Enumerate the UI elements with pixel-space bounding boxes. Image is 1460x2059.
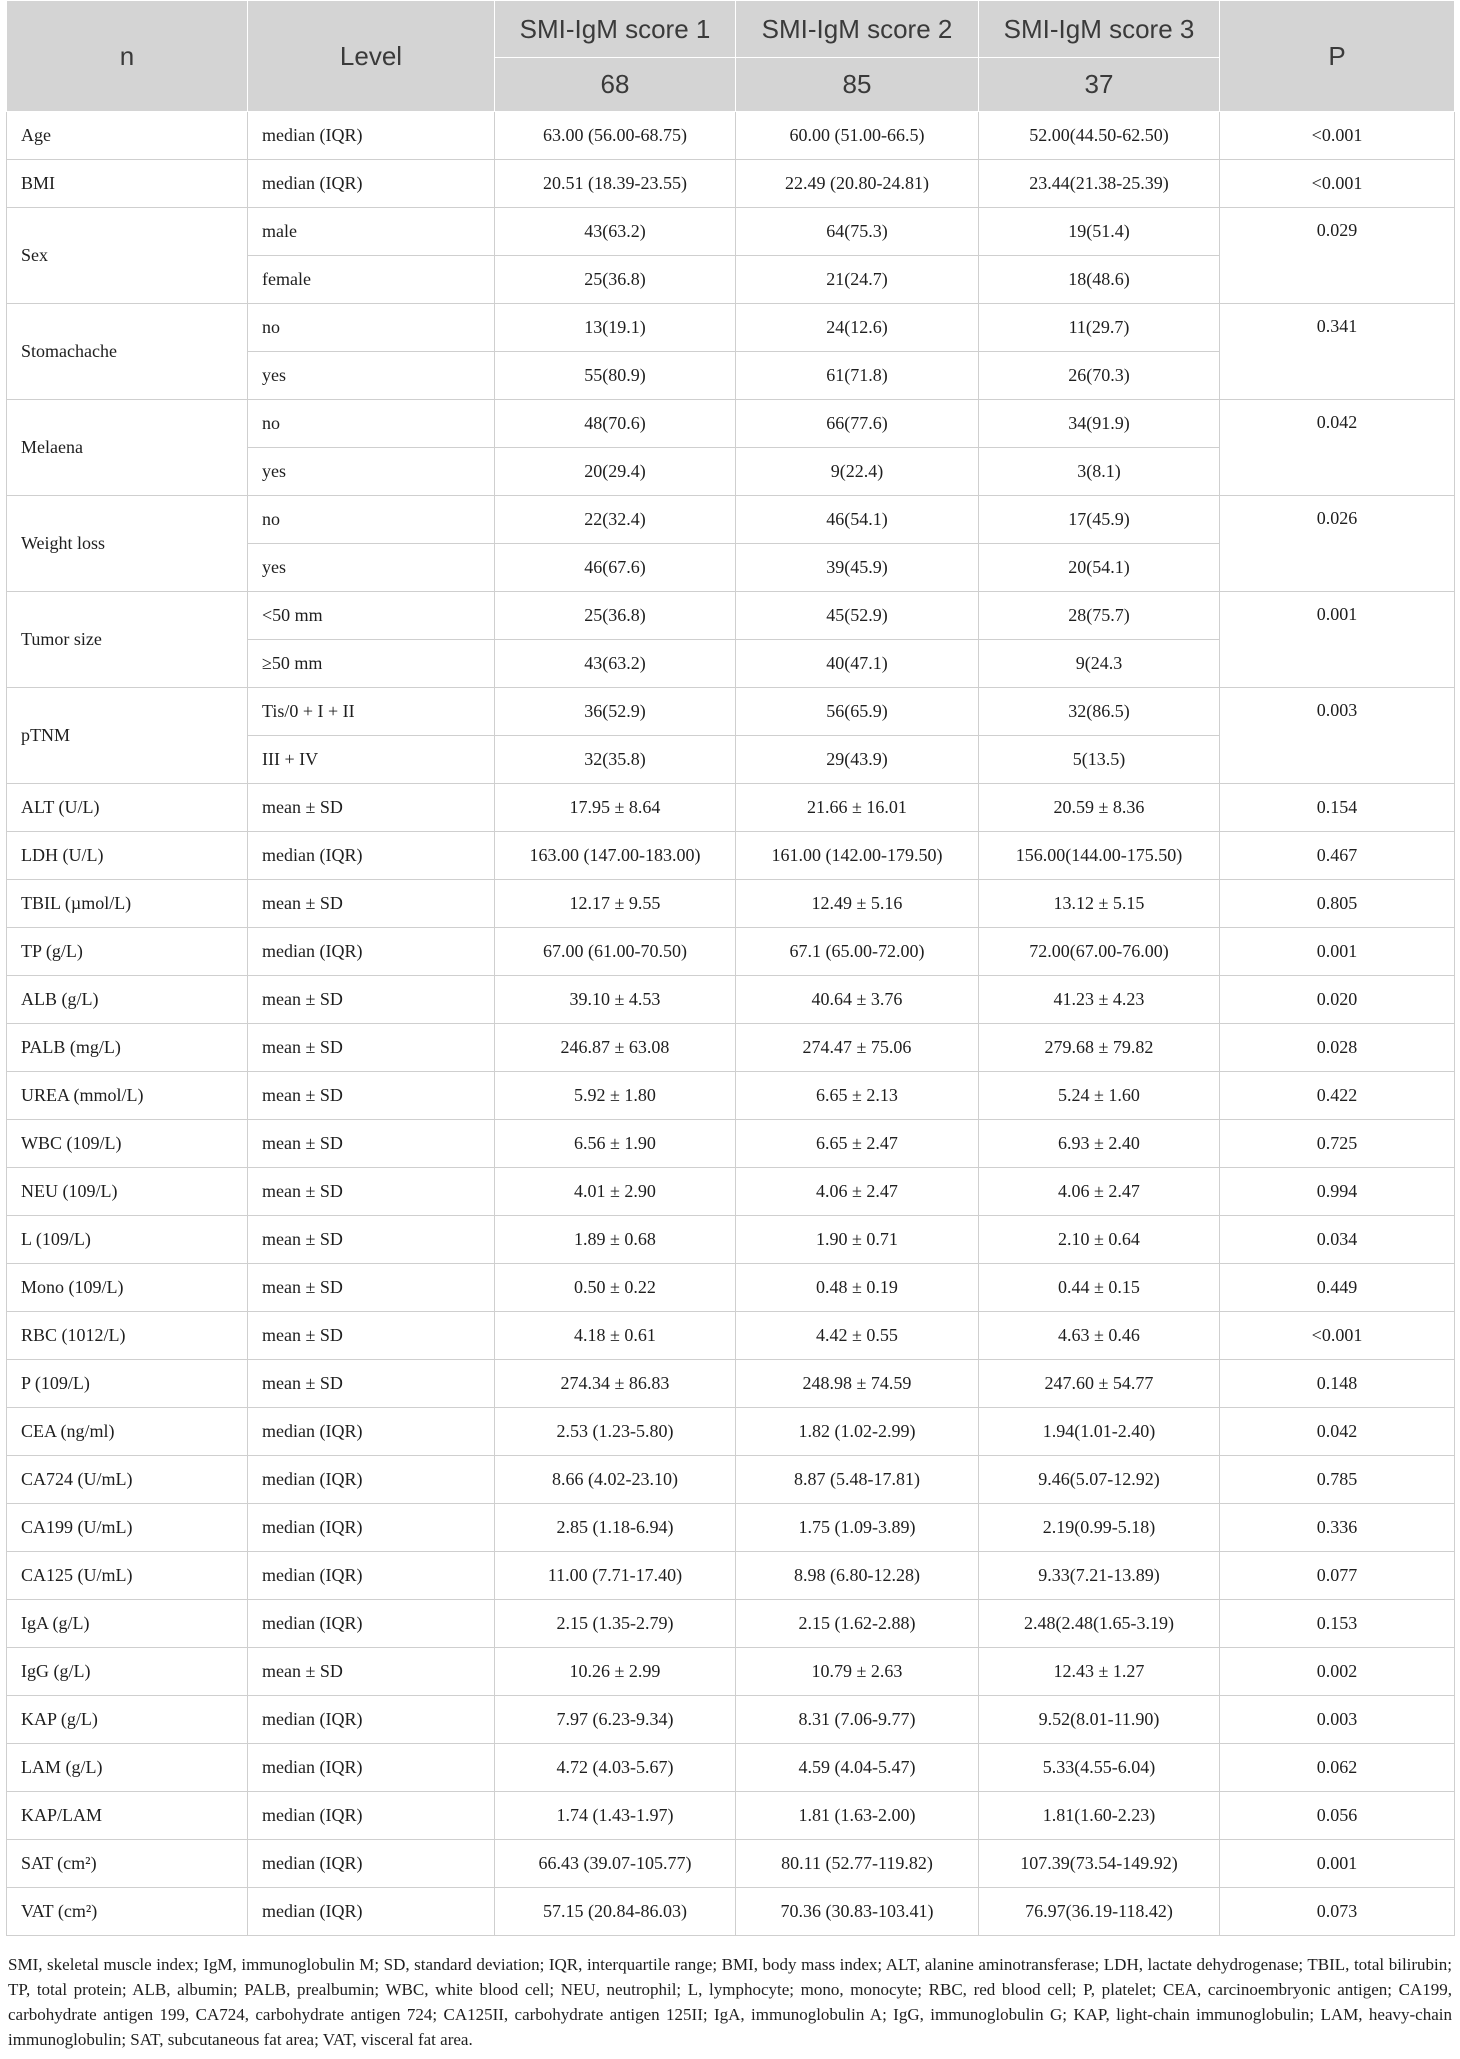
p-value-cell: 0.026 <box>1220 496 1455 592</box>
value-cell-group-1: 8.66 (4.02-23.10) <box>495 1456 736 1504</box>
value-cell-group-1: 36(52.9) <box>495 688 736 736</box>
value-cell-group-3: 20.59 ± 8.36 <box>979 784 1220 832</box>
table-row <box>7 880 1455 928</box>
value-cell-group-3: 26(70.3) <box>979 352 1220 400</box>
value-cell-group-1: 2.85 (1.18-6.94) <box>495 1504 736 1552</box>
table-row <box>7 1168 1455 1216</box>
variable-cell: CA125 (U/mL) <box>7 1552 248 1600</box>
table-header <box>7 1 1455 112</box>
variable-cell: PALB (mg/L) <box>7 1024 248 1072</box>
value-cell-group-1: 4.18 ± 0.61 <box>495 1312 736 1360</box>
p-value-cell: <0.001 <box>1220 160 1455 208</box>
value-cell-group-3: 23.44(21.38-25.39) <box>979 160 1220 208</box>
table-row <box>7 688 1455 736</box>
value-cell-group-2: 1.75 (1.09-3.89) <box>736 1504 979 1552</box>
value-cell-group-3: 9(24.3 <box>979 640 1220 688</box>
value-cell-group-2: 8.87 (5.48-17.81) <box>736 1456 979 1504</box>
variable-cell: ALT (U/L) <box>7 784 248 832</box>
value-cell-group-2: 6.65 ± 2.13 <box>736 1072 979 1120</box>
level-cell: no <box>248 496 495 544</box>
table-footnote: SMI, skeletal muscle index; IgM, immunoglobulin M; SD, standard deviation; IQR, interquartile range; BMI, body mass index; ALT, alanine aminotransferase; LDH, lactate dehydrogenase; TBIL, total bilirubin; TP, total protein; ALB, albumin; PALB, prealbumin; WBC, white blood cell; NEU, neutrophil; L, lymphocyte; mono, monocyte; RBC, red blood cell; P, platelet; CEA, carcinoembryonic antigen; CA199, carbohydrate antigen 199, CA724, carbohydrate antigen 724; CA125II, carbohydrate antigen 125II; IgA, immunoglobulin A; IgG, immunoglobulin G; KAP, light-chain immunoglobulin; LAM, heavy-chain immunoglobulin; SAT, subcutaneous fat area; VAT, visceral fat area. <box>8 1955 1452 2049</box>
value-cell-group-1: 11.00 (7.71-17.40) <box>495 1552 736 1600</box>
p-value-cell: 0.001 <box>1220 1840 1455 1888</box>
level-cell: mean ± SD <box>248 880 495 928</box>
p-value-cell: 0.062 <box>1220 1744 1455 1792</box>
variable-cell: LAM (g/L) <box>7 1744 248 1792</box>
level-cell: median (IQR) <box>248 1792 495 1840</box>
value-cell-group-2: 8.98 (6.80-12.28) <box>736 1552 979 1600</box>
variable-cell: CA199 (U/mL) <box>7 1504 248 1552</box>
p-value-cell: 0.002 <box>1220 1648 1455 1696</box>
level-cell: mean ± SD <box>248 1024 495 1072</box>
variable-cell: KAP (g/L) <box>7 1696 248 1744</box>
value-cell-group-2: 80.11 (52.77-119.82) <box>736 1840 979 1888</box>
level-cell: mean ± SD <box>248 1312 495 1360</box>
p-value-cell: 0.725 <box>1220 1120 1455 1168</box>
variable-cell: LDH (U/L) <box>7 832 248 880</box>
table-row <box>7 1360 1455 1408</box>
level-cell: mean ± SD <box>248 1072 495 1120</box>
value-cell-group-2: 1.81 (1.63-2.00) <box>736 1792 979 1840</box>
table-row <box>7 1744 1455 1792</box>
level-cell: median (IQR) <box>248 1888 495 1936</box>
value-cell-group-2: 248.98 ± 74.59 <box>736 1360 979 1408</box>
level-cell: mean ± SD <box>248 1360 495 1408</box>
p-value-cell: 0.341 <box>1220 304 1455 400</box>
value-cell-group-2: 29(43.9) <box>736 736 979 784</box>
value-cell-group-3: 4.63 ± 0.46 <box>979 1312 1220 1360</box>
value-cell-group-1: 20.51 (18.39-23.55) <box>495 160 736 208</box>
value-cell-group-1: 17.95 ± 8.64 <box>495 784 736 832</box>
value-cell-group-3: 18(48.6) <box>979 256 1220 304</box>
level-cell: male <box>248 208 495 256</box>
table-row <box>7 304 1455 352</box>
value-cell-group-2: 274.47 ± 75.06 <box>736 1024 979 1072</box>
level-cell: median (IQR) <box>248 928 495 976</box>
p-value-cell: 0.153 <box>1220 1600 1455 1648</box>
level-cell: mean ± SD <box>248 1264 495 1312</box>
value-cell-group-3: 2.19(0.99-5.18) <box>979 1504 1220 1552</box>
value-cell-group-1: 2.53 (1.23-5.80) <box>495 1408 736 1456</box>
value-cell-group-2: 64(75.3) <box>736 208 979 256</box>
level-cell: yes <box>248 448 495 496</box>
table-row <box>7 496 1455 544</box>
level-cell: III + IV <box>248 736 495 784</box>
value-cell-group-2: 39(45.9) <box>736 544 979 592</box>
level-cell: median (IQR) <box>248 1552 495 1600</box>
value-cell-group-2: 45(52.9) <box>736 592 979 640</box>
value-cell-group-3: 32(86.5) <box>979 688 1220 736</box>
value-cell-group-1: 1.74 (1.43-1.97) <box>495 1792 736 1840</box>
p-value-cell: <0.001 <box>1220 112 1455 160</box>
table-row <box>7 1840 1455 1888</box>
value-cell-group-1: 46(67.6) <box>495 544 736 592</box>
table-row <box>7 1264 1455 1312</box>
value-cell-group-2: 21.66 ± 16.01 <box>736 784 979 832</box>
table-row <box>7 1072 1455 1120</box>
level-cell: median (IQR) <box>248 832 495 880</box>
value-cell-group-2: 2.15 (1.62-2.88) <box>736 1600 979 1648</box>
table-row <box>7 1408 1455 1456</box>
header-group-2-n: 85 <box>736 58 979 112</box>
variable-cell: WBC (109/L) <box>7 1120 248 1168</box>
value-cell-group-3: 156.00(144.00-175.50) <box>979 832 1220 880</box>
variable-cell: KAP/LAM <box>7 1792 248 1840</box>
table-row <box>7 1120 1455 1168</box>
table-row <box>7 1312 1455 1360</box>
header-group-1-n: 68 <box>495 58 736 112</box>
table-row <box>7 1648 1455 1696</box>
variable-cell: ALB (g/L) <box>7 976 248 1024</box>
variable-cell: UREA (mmol/L) <box>7 1072 248 1120</box>
value-cell-group-1: 163.00 (147.00-183.00) <box>495 832 736 880</box>
table-row <box>7 1216 1455 1264</box>
value-cell-group-1: 6.56 ± 1.90 <box>495 1120 736 1168</box>
variable-cell: BMI <box>7 160 248 208</box>
level-cell: median (IQR) <box>248 1600 495 1648</box>
value-cell-group-2: 40(47.1) <box>736 640 979 688</box>
table-row <box>7 1552 1455 1600</box>
value-cell-group-2: 61(71.8) <box>736 352 979 400</box>
p-value-cell: 0.003 <box>1220 688 1455 784</box>
table-container <box>6 0 1454 1936</box>
p-value-cell: 0.785 <box>1220 1456 1455 1504</box>
variable-cell: CA724 (U/mL) <box>7 1456 248 1504</box>
header-group-1: SMI-IgM score 1 <box>495 1 736 58</box>
p-value-cell: 0.029 <box>1220 208 1455 304</box>
value-cell-group-3: 41.23 ± 4.23 <box>979 976 1220 1024</box>
value-cell-group-1: 2.15 (1.35-2.79) <box>495 1600 736 1648</box>
variable-cell: CEA (ng/ml) <box>7 1408 248 1456</box>
value-cell-group-2: 4.42 ± 0.55 <box>736 1312 979 1360</box>
variable-cell: VAT (cm²) <box>7 1888 248 1936</box>
p-value-cell: 0.077 <box>1220 1552 1455 1600</box>
p-value-cell: 0.154 <box>1220 784 1455 832</box>
value-cell-group-3: 5.24 ± 1.60 <box>979 1072 1220 1120</box>
variable-cell: TBIL (µmol/L) <box>7 880 248 928</box>
level-cell: ≥50 mm <box>248 640 495 688</box>
value-cell-group-2: 1.82 (1.02-2.99) <box>736 1408 979 1456</box>
level-cell: no <box>248 400 495 448</box>
value-cell-group-1: 25(36.8) <box>495 592 736 640</box>
header-p: P <box>1220 1 1455 112</box>
value-cell-group-1: 5.92 ± 1.80 <box>495 1072 736 1120</box>
level-cell: median (IQR) <box>248 1504 495 1552</box>
value-cell-group-2: 60.00 (51.00-66.5) <box>736 112 979 160</box>
table-body <box>7 112 1455 1936</box>
p-value-cell: 0.003 <box>1220 1696 1455 1744</box>
value-cell-group-3: 1.81(1.60-2.23) <box>979 1792 1220 1840</box>
p-value-cell: 0.020 <box>1220 976 1455 1024</box>
p-value-cell: 0.056 <box>1220 1792 1455 1840</box>
p-value-cell: 0.422 <box>1220 1072 1455 1120</box>
value-cell-group-1: 0.50 ± 0.22 <box>495 1264 736 1312</box>
table-row <box>7 1888 1455 1936</box>
p-value-cell: 0.994 <box>1220 1168 1455 1216</box>
variable-cell: Tumor size <box>7 592 248 688</box>
table-row <box>7 784 1455 832</box>
level-cell: Tis/0 + I + II <box>248 688 495 736</box>
value-cell-group-2: 8.31 (7.06-9.77) <box>736 1696 979 1744</box>
variable-cell: L (109/L) <box>7 1216 248 1264</box>
value-cell-group-3: 6.93 ± 2.40 <box>979 1120 1220 1168</box>
value-cell-group-3: 28(75.7) <box>979 592 1220 640</box>
p-value-cell: 0.042 <box>1220 1408 1455 1456</box>
level-cell: median (IQR) <box>248 1840 495 1888</box>
value-cell-group-2: 9(22.4) <box>736 448 979 496</box>
p-value-cell: 0.336 <box>1220 1504 1455 1552</box>
variable-cell: Melaena <box>7 400 248 496</box>
value-cell-group-1: 48(70.6) <box>495 400 736 448</box>
header-group-2: SMI-IgM score 2 <box>736 1 979 58</box>
table-row <box>7 1024 1455 1072</box>
value-cell-group-2: 12.49 ± 5.16 <box>736 880 979 928</box>
value-cell-group-1: 66.43 (39.07-105.77) <box>495 1840 736 1888</box>
value-cell-group-1: 57.15 (20.84-86.03) <box>495 1888 736 1936</box>
value-cell-group-1: 13(19.1) <box>495 304 736 352</box>
value-cell-group-2: 46(54.1) <box>736 496 979 544</box>
variable-cell: Weight loss <box>7 496 248 592</box>
p-value-cell: 0.805 <box>1220 880 1455 928</box>
value-cell-group-1: 1.89 ± 0.68 <box>495 1216 736 1264</box>
table-row <box>7 1600 1455 1648</box>
table-row <box>7 400 1455 448</box>
table-row <box>7 976 1455 1024</box>
table-row <box>7 1792 1455 1840</box>
value-cell-group-1: 20(29.4) <box>495 448 736 496</box>
table-row <box>7 1456 1455 1504</box>
value-cell-group-1: 43(63.2) <box>495 640 736 688</box>
level-cell: median (IQR) <box>248 1456 495 1504</box>
value-cell-group-3: 5.33(4.55-6.04) <box>979 1744 1220 1792</box>
variable-cell: RBC (1012/L) <box>7 1312 248 1360</box>
level-cell: female <box>248 256 495 304</box>
level-cell: median (IQR) <box>248 1696 495 1744</box>
value-cell-group-1: 25(36.8) <box>495 256 736 304</box>
value-cell-group-3: 2.48(2.48(1.65-3.19) <box>979 1600 1220 1648</box>
value-cell-group-3: 107.39(73.54-149.92) <box>979 1840 1220 1888</box>
value-cell-group-1: 63.00 (56.00-68.75) <box>495 112 736 160</box>
value-cell-group-2: 10.79 ± 2.63 <box>736 1648 979 1696</box>
value-cell-group-2: 4.06 ± 2.47 <box>736 1168 979 1216</box>
level-cell: median (IQR) <box>248 1744 495 1792</box>
level-cell: mean ± SD <box>248 784 495 832</box>
value-cell-group-3: 1.94(1.01-2.40) <box>979 1408 1220 1456</box>
header-group-3: SMI-IgM score 3 <box>979 1 1220 58</box>
variable-cell: P (109/L) <box>7 1360 248 1408</box>
value-cell-group-2: 6.65 ± 2.47 <box>736 1120 979 1168</box>
value-cell-group-3: 34(91.9) <box>979 400 1220 448</box>
level-cell: median (IQR) <box>248 1408 495 1456</box>
p-value-cell: 0.001 <box>1220 592 1455 688</box>
table-row <box>7 1696 1455 1744</box>
value-cell-group-1: 43(63.2) <box>495 208 736 256</box>
baseline-characteristics-table <box>6 0 1455 1936</box>
value-cell-group-1: 12.17 ± 9.55 <box>495 880 736 928</box>
value-cell-group-3: 9.46(5.07-12.92) <box>979 1456 1220 1504</box>
level-cell: mean ± SD <box>248 1648 495 1696</box>
value-cell-group-3: 12.43 ± 1.27 <box>979 1648 1220 1696</box>
value-cell-group-3: 2.10 ± 0.64 <box>979 1216 1220 1264</box>
header-group-3-n: 37 <box>979 58 1220 112</box>
header-n: n <box>7 1 248 112</box>
level-cell: mean ± SD <box>248 1120 495 1168</box>
level-cell: <50 mm <box>248 592 495 640</box>
variable-cell: Sex <box>7 208 248 304</box>
p-value-cell: 0.073 <box>1220 1888 1455 1936</box>
value-cell-group-2: 70.36 (30.83-103.41) <box>736 1888 979 1936</box>
value-cell-group-3: 9.52(8.01-11.90) <box>979 1696 1220 1744</box>
value-cell-group-1: 4.01 ± 2.90 <box>495 1168 736 1216</box>
table-row <box>7 160 1455 208</box>
header-level: Level <box>248 1 495 112</box>
table-row <box>7 592 1455 640</box>
p-value-cell: 0.042 <box>1220 400 1455 496</box>
value-cell-group-2: 40.64 ± 3.76 <box>736 976 979 1024</box>
value-cell-group-3: 9.33(7.21-13.89) <box>979 1552 1220 1600</box>
value-cell-group-1: 4.72 (4.03-5.67) <box>495 1744 736 1792</box>
value-cell-group-1: 55(80.9) <box>495 352 736 400</box>
value-cell-group-3: 19(51.4) <box>979 208 1220 256</box>
value-cell-group-2: 0.48 ± 0.19 <box>736 1264 979 1312</box>
level-cell: yes <box>248 352 495 400</box>
p-value-cell: 0.449 <box>1220 1264 1455 1312</box>
p-value-cell: 0.467 <box>1220 832 1455 880</box>
value-cell-group-3: 5(13.5) <box>979 736 1220 784</box>
value-cell-group-2: 4.59 (4.04-5.47) <box>736 1744 979 1792</box>
value-cell-group-3: 72.00(67.00-76.00) <box>979 928 1220 976</box>
variable-cell: IgA (g/L) <box>7 1600 248 1648</box>
variable-cell: Stomachache <box>7 304 248 400</box>
value-cell-group-3: 4.06 ± 2.47 <box>979 1168 1220 1216</box>
value-cell-group-2: 67.1 (65.00-72.00) <box>736 928 979 976</box>
value-cell-group-3: 11(29.7) <box>979 304 1220 352</box>
value-cell-group-3: 76.97(36.19-118.42) <box>979 1888 1220 1936</box>
value-cell-group-1: 39.10 ± 4.53 <box>495 976 736 1024</box>
value-cell-group-1: 32(35.8) <box>495 736 736 784</box>
value-cell-group-2: 24(12.6) <box>736 304 979 352</box>
value-cell-group-1: 7.97 (6.23-9.34) <box>495 1696 736 1744</box>
value-cell-group-2: 22.49 (20.80-24.81) <box>736 160 979 208</box>
p-value-cell: 0.034 <box>1220 1216 1455 1264</box>
value-cell-group-2: 1.90 ± 0.71 <box>736 1216 979 1264</box>
value-cell-group-3: 247.60 ± 54.77 <box>979 1360 1220 1408</box>
table-row <box>7 112 1455 160</box>
level-cell: no <box>248 304 495 352</box>
level-cell: mean ± SD <box>248 976 495 1024</box>
value-cell-group-2: 161.00 (142.00-179.50) <box>736 832 979 880</box>
value-cell-group-3: 20(54.1) <box>979 544 1220 592</box>
level-cell: median (IQR) <box>248 160 495 208</box>
value-cell-group-1: 246.87 ± 63.08 <box>495 1024 736 1072</box>
variable-cell: NEU (109/L) <box>7 1168 248 1216</box>
table-row <box>7 1504 1455 1552</box>
value-cell-group-2: 21(24.7) <box>736 256 979 304</box>
level-cell: mean ± SD <box>248 1216 495 1264</box>
value-cell-group-3: 52.00(44.50-62.50) <box>979 112 1220 160</box>
variable-cell: Mono (109/L) <box>7 1264 248 1312</box>
value-cell-group-3: 17(45.9) <box>979 496 1220 544</box>
value-cell-group-3: 13.12 ± 5.15 <box>979 880 1220 928</box>
variable-cell: Age <box>7 112 248 160</box>
value-cell-group-1: 10.26 ± 2.99 <box>495 1648 736 1696</box>
variable-cell: IgG (g/L) <box>7 1648 248 1696</box>
table-row <box>7 208 1455 256</box>
level-cell: mean ± SD <box>248 1168 495 1216</box>
variable-cell: pTNM <box>7 688 248 784</box>
value-cell-group-2: 66(77.6) <box>736 400 979 448</box>
value-cell-group-3: 0.44 ± 0.15 <box>979 1264 1220 1312</box>
table-row <box>7 832 1455 880</box>
level-cell: median (IQR) <box>248 112 495 160</box>
p-value-cell: 0.028 <box>1220 1024 1455 1072</box>
p-value-cell: 0.001 <box>1220 928 1455 976</box>
level-cell: yes <box>248 544 495 592</box>
p-value-cell: 0.148 <box>1220 1360 1455 1408</box>
variable-cell: TP (g/L) <box>7 928 248 976</box>
p-value-cell: <0.001 <box>1220 1312 1455 1360</box>
variable-cell: SAT (cm²) <box>7 1840 248 1888</box>
value-cell-group-2: 56(65.9) <box>736 688 979 736</box>
value-cell-group-1: 274.34 ± 86.83 <box>495 1360 736 1408</box>
value-cell-group-3: 3(8.1) <box>979 448 1220 496</box>
table-row <box>7 928 1455 976</box>
value-cell-group-1: 22(32.4) <box>495 496 736 544</box>
value-cell-group-1: 67.00 (61.00-70.50) <box>495 928 736 976</box>
value-cell-group-3: 279.68 ± 79.82 <box>979 1024 1220 1072</box>
